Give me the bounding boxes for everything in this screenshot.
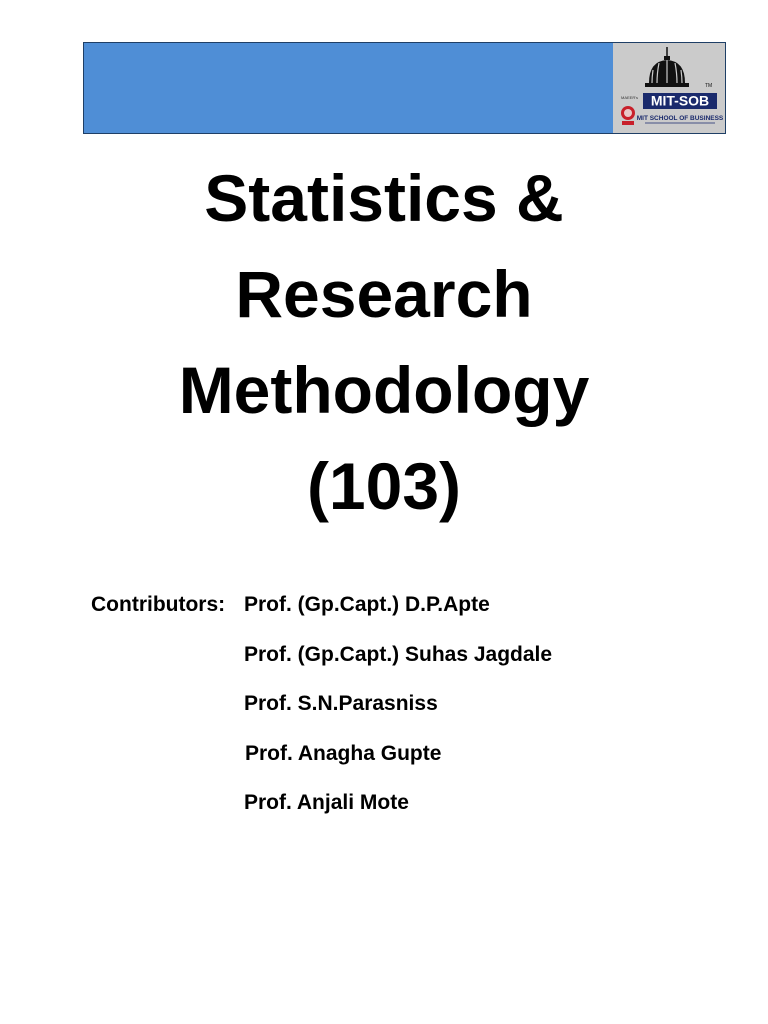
title-line-3: Methodology xyxy=(178,353,590,427)
logo-subtext: MIT SCHOOL OF BUSINESS xyxy=(636,115,724,122)
title-line-1: Statistics & xyxy=(204,161,564,235)
svg-text:TM: TM xyxy=(705,83,713,89)
title-line-2: Research xyxy=(235,257,533,331)
contributor-name: Prof. (Gp.Capt.) Suhas Jagdale xyxy=(244,643,553,666)
logo-text: MIT-SOB xyxy=(650,92,710,109)
contributor-name: Prof. Anjali Mote xyxy=(244,791,409,814)
mit-sob-logo xyxy=(613,43,725,133)
contributor-name: Prof. Anagha Gupte xyxy=(245,742,442,765)
document-title xyxy=(84,150,684,534)
contributors-label: Contributors: xyxy=(91,593,226,616)
contributor-name: Prof. S.N.Parasniss xyxy=(244,692,438,715)
dome-logo-icon xyxy=(613,43,725,133)
svg-text:MAEER's: MAEER's xyxy=(621,95,638,100)
header-banner xyxy=(83,42,726,134)
contributor-name: Prof. (Gp.Capt.) D.P.Apte xyxy=(244,593,490,616)
title-line-4: (103) xyxy=(306,449,462,523)
